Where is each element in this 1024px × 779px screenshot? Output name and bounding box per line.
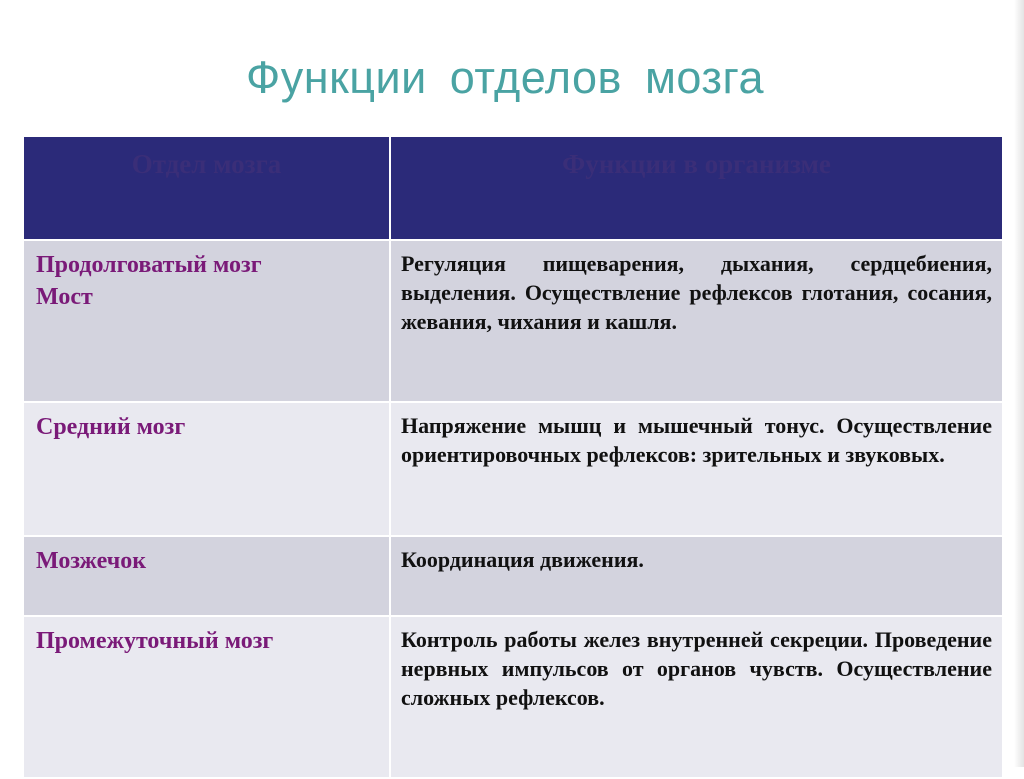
- function-cell: Регуляция пищеварения, дыхания, сердцебиения, выделения. Осуществление рефлексов глотания, сосания, жевания, чихания и кашля.: [390, 240, 1003, 402]
- dept-name: Продолговатый мозг: [36, 252, 262, 278]
- table-header-row: [23, 136, 1003, 240]
- dept-name: Мозжечок: [36, 548, 147, 574]
- slide-title: Функции отделов мозга: [246, 52, 764, 103]
- function-cell: Контроль работы желез внутренней секреции. Проведение нервных импульсов от органов чувств. Осуществление сложных рефлексов.: [390, 616, 1003, 778]
- slide-edge-shadow: [1014, 0, 1024, 767]
- table-row: [23, 536, 1003, 616]
- dept-cell: [23, 616, 390, 778]
- table-row: [23, 240, 1003, 402]
- dept-cell: [23, 240, 390, 402]
- dept-name: Мост: [36, 284, 93, 310]
- brain-functions-table: [22, 135, 1004, 779]
- dept-cell: [23, 402, 390, 536]
- function-cell: Напряжение мышц и мышечный тонус. Осуществление ориентировочных рефлексов: зрительных и звуковых.: [390, 402, 1003, 536]
- table-row: [23, 616, 1003, 778]
- header-functions: Функции в организме: [390, 136, 1003, 240]
- table-row: [23, 402, 1003, 536]
- dept-cell: [23, 536, 390, 616]
- function-cell: Координация движения.: [390, 536, 1003, 616]
- dept-name: Средний мозг: [36, 414, 186, 440]
- dept-name: Промежуточный мозг: [36, 628, 274, 654]
- header-dept: Отдел мозга: [23, 136, 390, 240]
